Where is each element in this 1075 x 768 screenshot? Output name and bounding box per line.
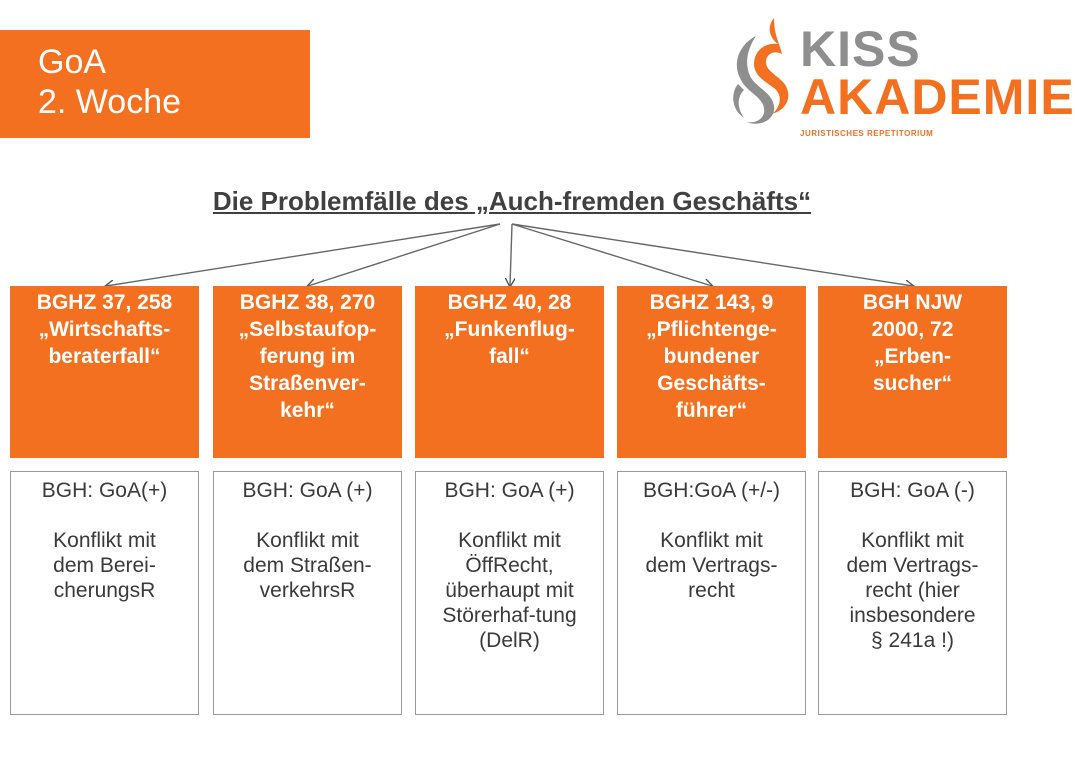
result-text: recht (688, 579, 735, 602)
case-text: führer“ (675, 399, 748, 422)
case-text: „Erben- (873, 345, 951, 368)
case-text: fall“ (489, 345, 530, 368)
case-text: 2000, 72 (871, 318, 954, 341)
result-text: dem Berei- (53, 554, 156, 577)
logo-kiss-text: KISS (800, 21, 921, 77)
case-text: BGHZ 38, 270 (239, 291, 376, 314)
slide-title-line1: GoA (38, 43, 107, 81)
logo-tagline: JURISTISCHES REPETITORIUM (800, 129, 934, 138)
spacer (819, 503, 1006, 528)
slide-title-line2: 2. Woche (38, 83, 182, 121)
result-text: Konflikt mit (53, 529, 156, 552)
case-text: „Selbstaufop- (238, 318, 377, 341)
result-text: Störerhaf-tung (442, 604, 577, 627)
result-text: dem Vertrags- (846, 554, 979, 577)
arrow-to-case-2 (308, 224, 500, 286)
result-text: verkehrsR (259, 579, 356, 602)
arrow-to-case-1 (106, 224, 500, 286)
case-box-4 (617, 286, 806, 458)
result-box-2 (213, 471, 402, 715)
result-verdict: BGH:GoA (+/-) (642, 479, 781, 502)
result-box-1 (10, 471, 199, 715)
result-text: (DelR) (479, 629, 540, 652)
result-box-4 (617, 471, 806, 715)
case-text: „Funkenflug- (444, 318, 575, 341)
result-verdict: BGH: GoA (+) (444, 479, 575, 502)
result-text: cherungsR (53, 579, 156, 602)
result-verdict: BGH: GoA (+) (242, 479, 373, 502)
case-box-5 (818, 286, 1007, 458)
arrow-to-case-5 (512, 224, 913, 286)
result-text: Konflikt mit (256, 529, 359, 552)
result-text: überhaupt mit (445, 579, 574, 602)
case-text: beraterfall“ (48, 345, 161, 368)
spacer (618, 503, 805, 528)
result-text: recht (hier (865, 579, 960, 602)
result-box-3 (415, 471, 604, 715)
result-text: Konflikt mit (861, 529, 964, 552)
result-text: dem Vertrags- (645, 554, 778, 577)
result-text: ÖffRecht, (465, 554, 554, 577)
result-verdict: BGH: GoA (-) (850, 479, 975, 502)
connector-arrows (0, 0, 1024, 300)
spacer (11, 503, 198, 528)
arrow-to-case-4 (512, 224, 712, 286)
case-box-2 (213, 286, 402, 458)
slide-heading: Die Problemfälle des „Auch-fremden Geschäfts“ (212, 186, 812, 216)
result-text: insbesondere (849, 604, 976, 627)
result-text: Konflikt mit (660, 529, 763, 552)
case-text: bundener (663, 345, 760, 368)
result-text: Konflikt mit (458, 529, 561, 552)
case-text: Geschäfts- (657, 372, 766, 395)
case-text: „Wirtschafts- (38, 318, 171, 341)
result-text: dem Straßen- (243, 554, 372, 577)
case-text: sucher“ (872, 372, 953, 395)
result-text: § 241a !) (871, 629, 954, 652)
case-text: Straßenver- (249, 372, 366, 395)
spacer (416, 503, 603, 528)
logo-akademie-text: AKADEMIE (800, 69, 1075, 125)
case-box-1 (10, 286, 199, 458)
spacer (214, 503, 401, 528)
result-verdict: BGH: GoA(+) (41, 479, 168, 502)
case-text: „Pflichtenge- (646, 318, 777, 341)
case-text: BGHZ 40, 28 (447, 291, 572, 314)
result-box-5 (818, 471, 1007, 715)
case-text: ferung im (259, 345, 356, 368)
case-text: BGHZ 143, 9 (649, 291, 774, 314)
case-text: kehr“ (280, 399, 335, 422)
arrow-to-case-3 (510, 224, 512, 286)
case-box-3 (415, 286, 604, 458)
case-text: BGHZ 37, 258 (36, 291, 173, 314)
case-text: BGH NJW (862, 291, 963, 314)
